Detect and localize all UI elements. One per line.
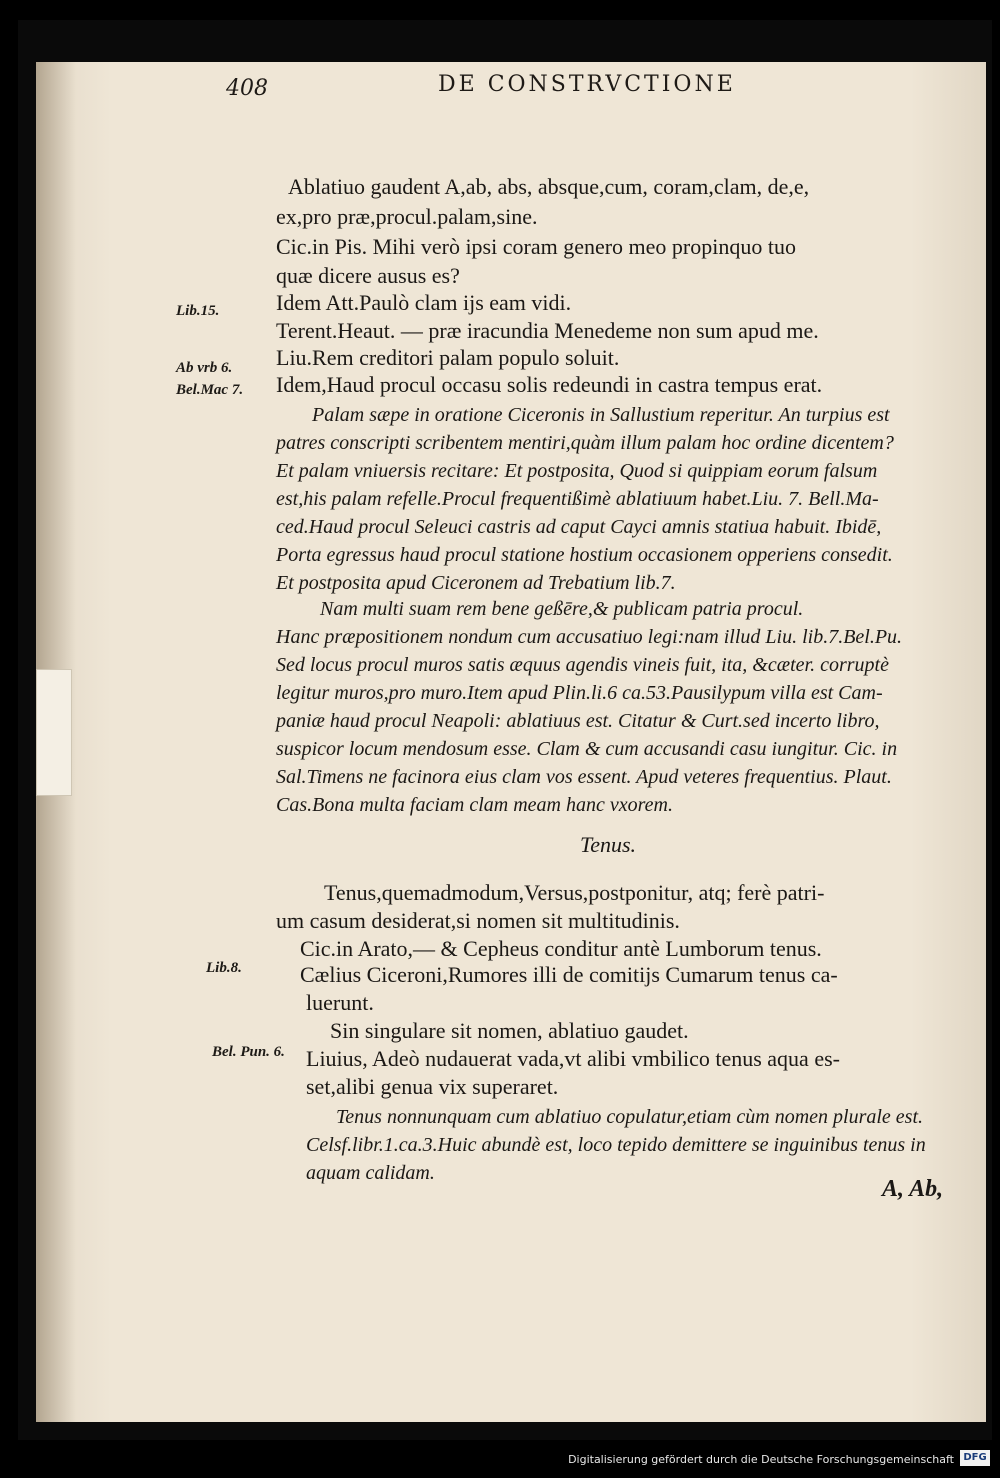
commentary-line: legitur muros,pro muro.Item apud Plin.li.6 ca.53.Pausilypum villa est Cam- [276, 682, 883, 704]
catchword: A, Ab, [882, 1176, 944, 1202]
footer-credit: Digitalisierung gefördert durch die Deutsche Forschungsgemeinschaft [568, 1453, 954, 1466]
commentary-line: Nam multi suam rem bene geßēre,& publicam patria procul. [320, 598, 804, 620]
margin-note: Ab vrb 6. [176, 360, 233, 376]
body-line: Cic.in Pis. Mihi verò ipsi coram genero meo propinquo tuo [276, 234, 796, 259]
dfg-logo-icon[interactable]: DFG [960, 1450, 990, 1466]
body-line: set,alibi genua vix superaret. [306, 1074, 559, 1099]
commentary-line: patres conscripti scribentem mentiri,quàm illum palam hoc ordine dicentem? [276, 432, 894, 454]
body-line: Idem Att.Paulò clam ijs eam vidi. [276, 290, 572, 315]
commentary-line: Sed locus procul muros satis æquus agendis vineis fuit, ita, &cæter. corruptè [276, 654, 889, 676]
body-line: Terent.Heaut. — præ iracundia Menedeme non sum apud me. [276, 318, 819, 343]
commentary-line: Et palam vniuersis recitare: Et postposita, Quod si quippiam eorum falsum [276, 460, 878, 482]
commentary-line: Palam sæpe in oratione Ciceronis in Sallustium reperitur. An turpius est [312, 404, 890, 426]
commentary-line: Tenus nonnunquam cum ablatiuo copulatur,etiam cùm nomen plurale est. [336, 1106, 924, 1128]
body-line: Liu.Rem creditori palam populo soluit. [276, 345, 620, 370]
commentary-line: Sal.Timens ne facinora eius clam vos essent. Apud veteres frequentius. Plaut. [276, 766, 892, 788]
margin-note: Lib.15. [176, 303, 220, 319]
commentary-line: Cas.Bona multa faciam clam meam hanc vxorem. [276, 794, 673, 816]
commentary-line: ced.Haud procul Seleuci castris ad caput Cayci amnis statiua habuit. Ibidē, [276, 516, 882, 538]
running-head: DE CONSTRVCTIONE [438, 72, 736, 97]
commentary-line: Et postposita apud Ciceronem ad Trebatium lib.7. [276, 572, 676, 594]
margin-note: Bel. Pun. 6. [212, 1044, 285, 1060]
body-line: Cælius Ciceroni,Rumores illi de comitijs Cumarum tenus ca- [300, 962, 838, 987]
body-line: um casum desiderat,si nomen sit multitudinis. [276, 908, 680, 933]
section-title: Tenus. [580, 832, 637, 857]
commentary-line: aquam calidam. [306, 1162, 435, 1184]
commentary-line: Porta egressus haud procul statione hostium occasionem opperiens consedit. [276, 544, 893, 566]
commentary-line: est,his palam refelle.Procul frequentißimè ablatiuum habet.Liu. 7. Bell.Ma- [276, 488, 879, 510]
body-line: ex,pro præ,procul.palam,sine. [276, 204, 538, 229]
commentary-line: paniæ haud procul Neapoli: ablatiuus est. Citatur & Curt.sed incerto libro, [276, 710, 880, 732]
paper-tab [36, 669, 72, 796]
page-header [226, 72, 926, 106]
margin-note: Lib.8. [206, 960, 242, 976]
body-line: quæ dicere ausus es? [276, 263, 460, 288]
body-line: Idem,Haud procul occasu solis redeundi in castra tempus erat. [276, 372, 823, 397]
margin-note: Bel.Mac 7. [176, 382, 244, 398]
footer-bar [0, 1446, 1000, 1478]
body-line: Sin singulare sit nomen, ablatiuo gaudet. [330, 1018, 689, 1043]
commentary-line: Celsf.libr.1.ca.3.Huic abundè est, loco tepido demittere se inguinibus tenus in [306, 1134, 926, 1156]
page-number: 408 [226, 76, 268, 101]
body-line: Liuius, Adeò nudauerat vada,vt alibi vmbilico tenus aqua es- [306, 1046, 840, 1071]
body-line: luerunt. [306, 990, 374, 1015]
commentary-line: Hanc præpositionem nondum cum accusatiuo legi:nam illud Liu. lib.7.Bel.Pu. [276, 626, 903, 648]
commentary-line: suspicor locum mendosum esse. Clam & cum accusandi casu iungitur. Cic. in [276, 738, 898, 760]
body-line: Tenus,quemadmodum,Versus,postponitur, atq; ferè patri- [324, 880, 825, 905]
body-line: Ablatiuo gaudent A,ab, abs, absque,cum, coram,clam, de,e, [288, 174, 810, 199]
body-line: Cic.in Arato,— & Cepheus conditur antè Lumborum tenus. [300, 936, 822, 961]
